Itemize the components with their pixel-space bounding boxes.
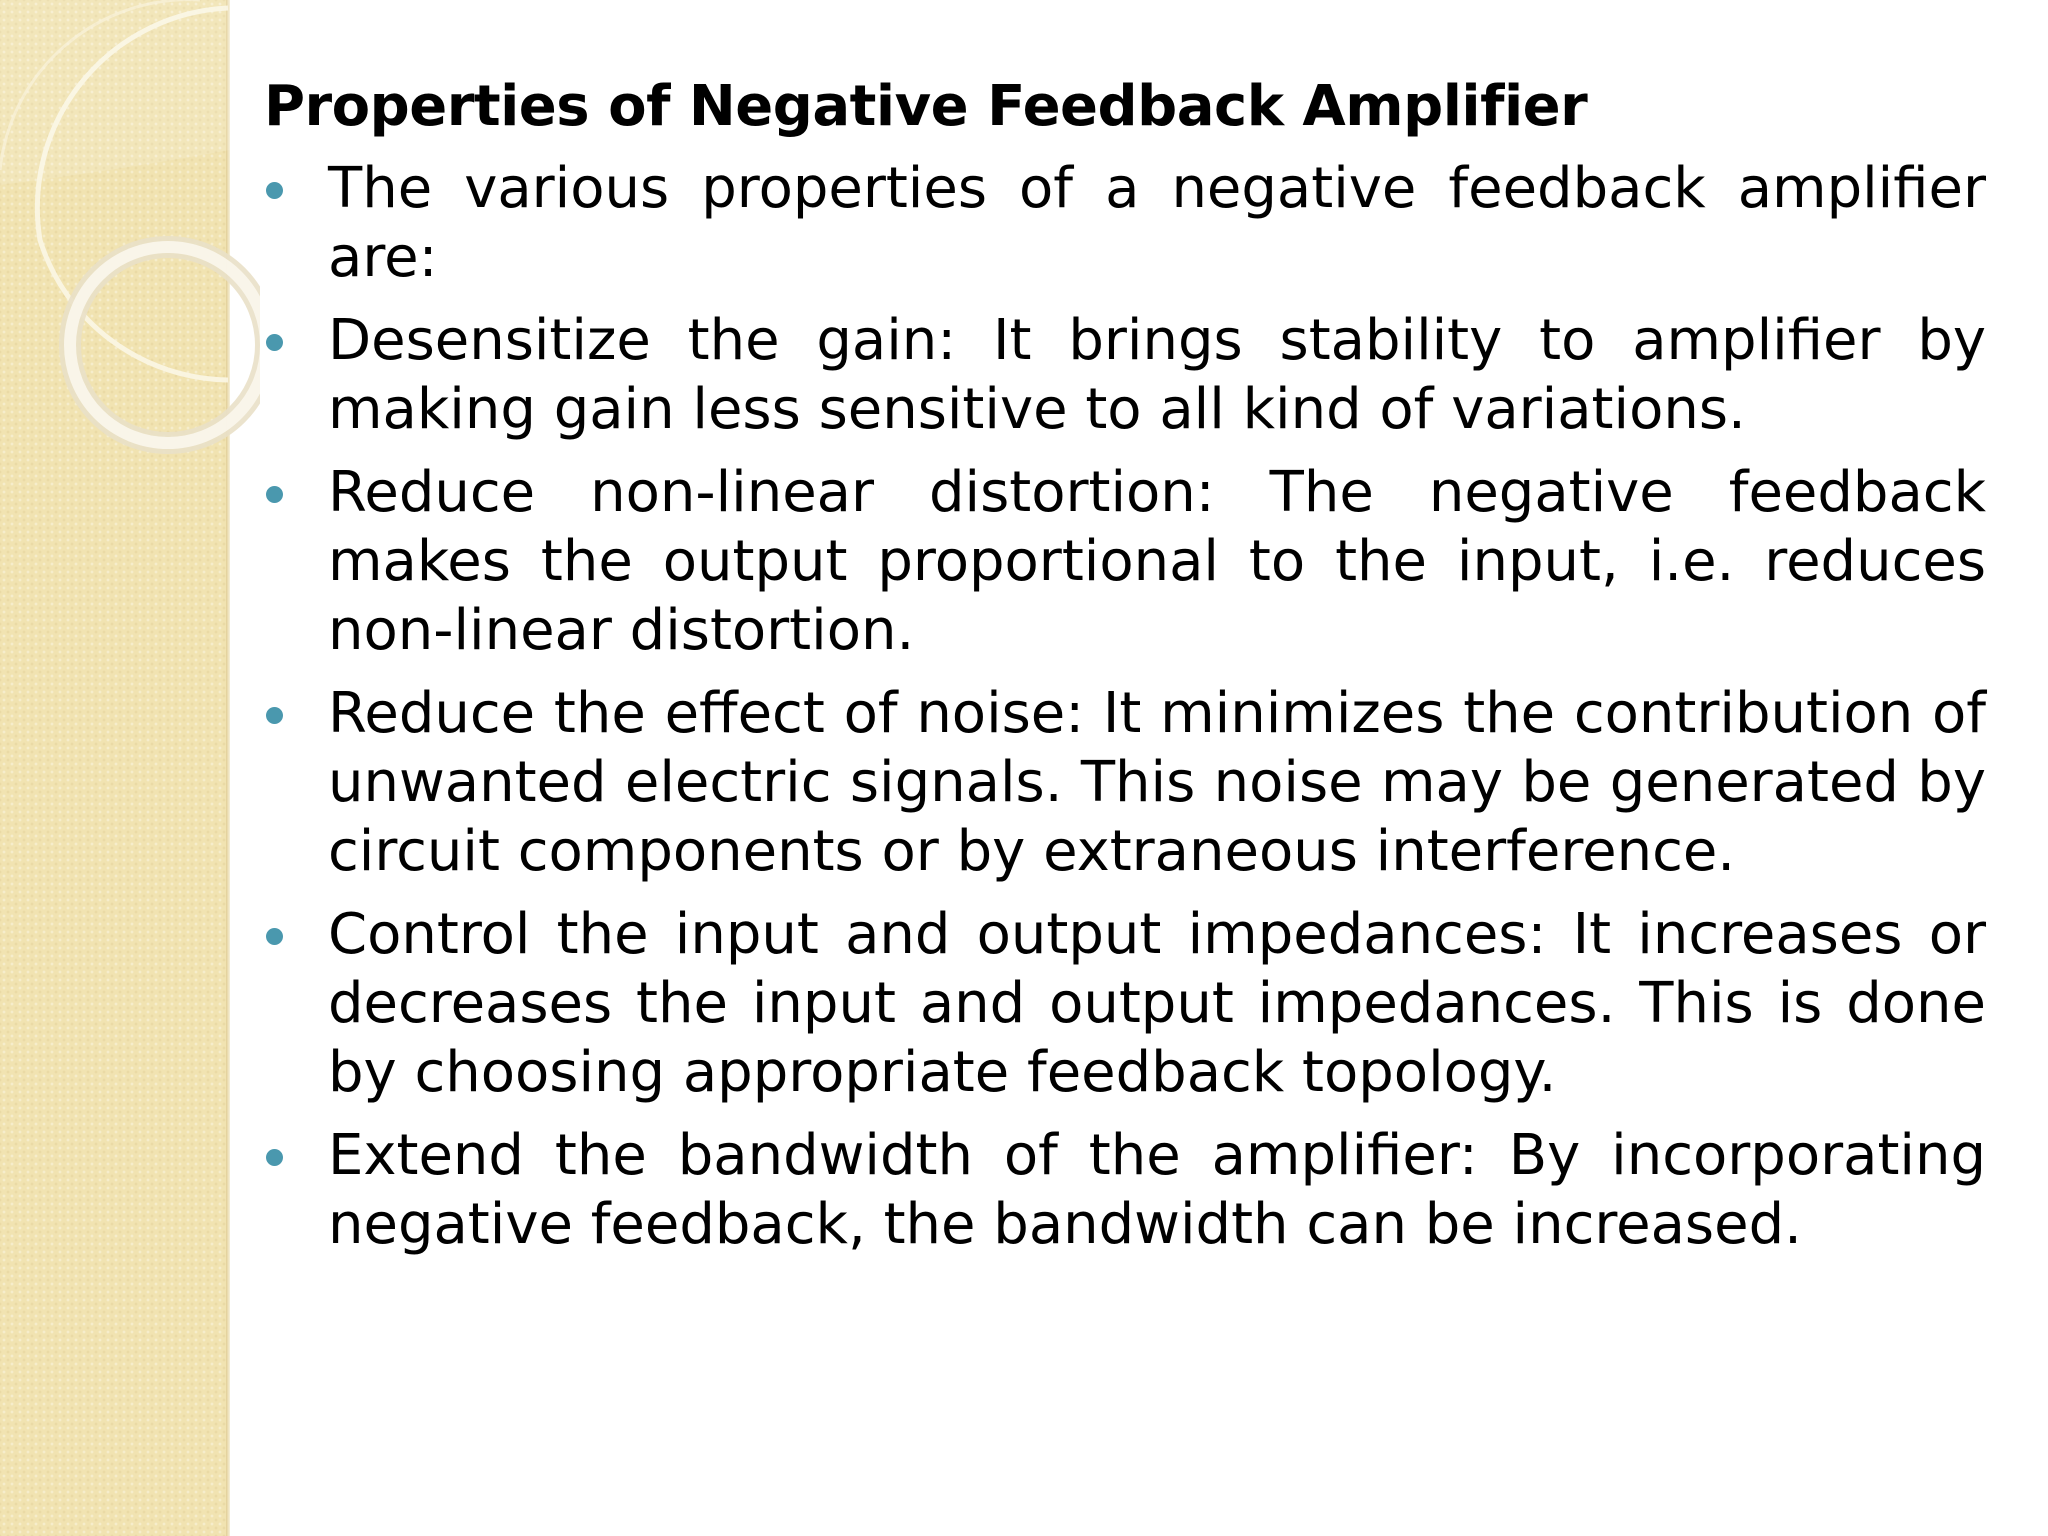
bullet-text: Extend the bandwidth of the amplifier: By incorporating negative feedback, the bandwidth can be increased.: [328, 1123, 1986, 1257]
bullet-item: [264, 900, 1986, 1107]
bullet-list: [264, 154, 1986, 1259]
bullet-item: [264, 458, 1986, 665]
bullet-dot-icon: [266, 486, 283, 503]
slide-content: [264, 62, 1986, 1273]
bullet-text: Control the input and output impedances: It increases or decreases the input and output impedances. This is done by choosing appropriate feedback topology.: [328, 902, 1986, 1105]
bullet-item: [264, 306, 1986, 444]
bullet-dot-icon: [266, 182, 283, 199]
bullet-dot-icon: [266, 1149, 283, 1166]
bullet-item: [264, 1121, 1986, 1259]
bullet-dot-icon: [266, 334, 283, 351]
bullet-item: [264, 679, 1986, 886]
decorative-rings-icon: [0, 0, 260, 520]
bullet-text: Reduce non-linear distortion: The negative feedback makes the output proportional to the input, i.e. reduces non-linear distortion.: [328, 460, 1986, 663]
bullet-text: The various properties of a negative feedback amplifier are:: [328, 156, 1986, 290]
slide-title: Properties of Negative Feedback Amplifier: [264, 74, 1588, 139]
bullet-dot-icon: [266, 928, 283, 945]
bullet-item: [264, 154, 1986, 292]
bullet-text: Reduce the effect of noise: It minimizes the contribution of unwanted electric signals. This noise may be generated by circuit components or by extraneous interference.: [328, 681, 1986, 884]
bullet-text: Desensitize the gain: It brings stability to amplifier by making gain less sensitive to all kind of variations.: [328, 308, 1986, 442]
bullet-dot-icon: [266, 707, 283, 724]
